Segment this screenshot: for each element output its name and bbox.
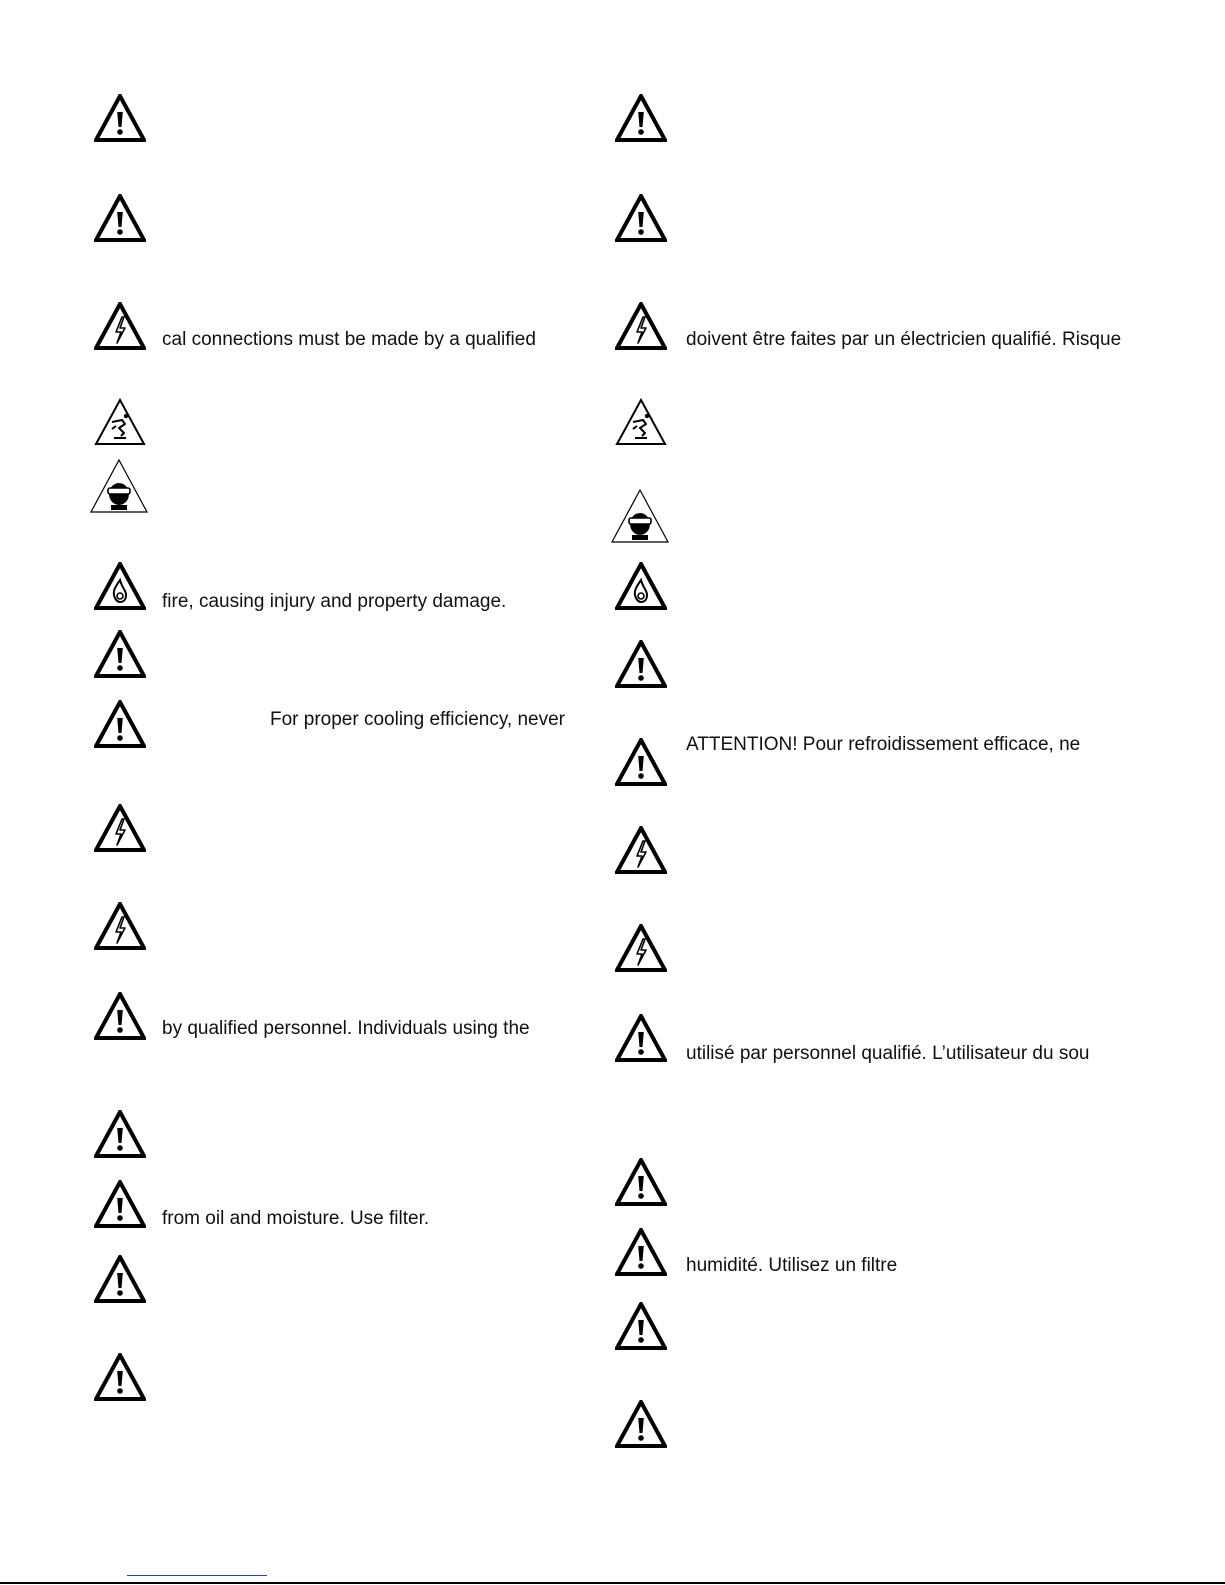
english-flammable-text: fire, causing injury and property damage. <box>162 591 507 612</box>
french-column <box>612 0 1224 1585</box>
electrical-hazard-icon <box>94 804 146 852</box>
general-warning-icon <box>615 738 667 786</box>
eye-protection-icon <box>89 458 149 514</box>
general-warning-icon <box>94 700 146 748</box>
general-warning-icon <box>615 640 667 688</box>
general-warning-icon <box>94 1180 146 1228</box>
french-cooling-text: ATTENTION! Pour refroidissement efficace, ne <box>686 734 1081 755</box>
general-warning-icon <box>615 1302 667 1350</box>
general-warning-icon <box>94 194 146 242</box>
fire-hazard-icon <box>615 562 667 610</box>
footer-rule <box>0 1582 1225 1584</box>
general-warning-icon <box>615 1014 667 1062</box>
trip-hazard-icon <box>615 398 667 446</box>
english-filter-text: from oil and moisture. Use filter. <box>162 1208 430 1229</box>
general-warning-icon <box>615 1228 667 1276</box>
electrical-hazard-icon <box>94 902 146 950</box>
general-warning-icon <box>94 1110 146 1158</box>
electrical-hazard-icon <box>615 302 667 350</box>
eye-protection-icon <box>610 488 670 544</box>
french-qualified-personnel-text: utilisé par personnel qualifié. L’utilisateur du sou <box>686 1043 1090 1064</box>
electrical-hazard-icon <box>615 924 667 972</box>
fire-hazard-icon <box>94 562 146 610</box>
trip-hazard-icon <box>94 398 146 446</box>
general-warning-icon <box>615 194 667 242</box>
electrical-hazard-icon <box>615 826 667 874</box>
general-warning-icon <box>615 1400 667 1448</box>
electrical-hazard-icon <box>94 302 146 350</box>
french-electrical-text: doivent être faites par un électricien qualifié. Risque <box>686 329 1122 350</box>
english-cooling-text: For proper cooling efficiency, never <box>270 709 566 730</box>
footer-link-underline <box>127 1575 267 1576</box>
english-qualified-personnel-text: by qualified personnel. Individuals using the <box>162 1018 530 1039</box>
general-warning-icon <box>94 94 146 142</box>
english-electrical-text: cal connections must be made by a qualified <box>162 329 536 350</box>
general-warning-icon <box>94 630 146 678</box>
english-column <box>0 0 612 1585</box>
general-warning-icon <box>615 94 667 142</box>
general-warning-icon <box>94 1353 146 1401</box>
general-warning-icon <box>615 1158 667 1206</box>
french-filter-text: humidité. Utilisez un filtre <box>686 1255 898 1276</box>
general-warning-icon <box>94 1255 146 1303</box>
general-warning-icon <box>94 992 146 1040</box>
